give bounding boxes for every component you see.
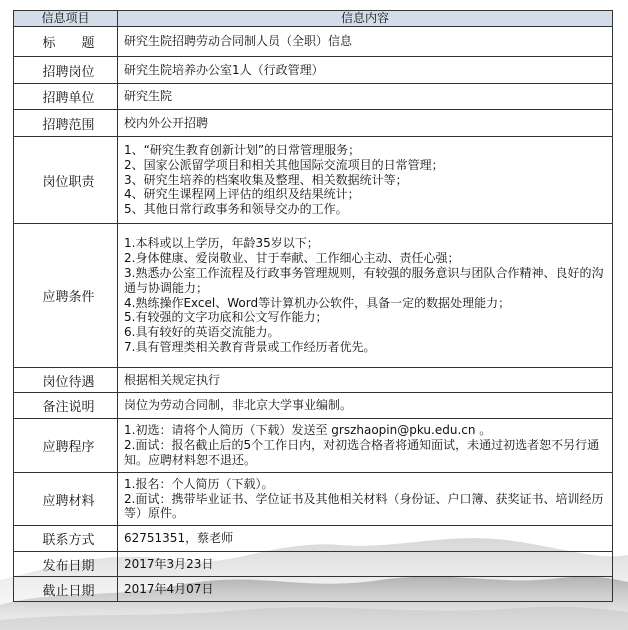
row-value-line: 1.本科或以上学历，年龄35岁以下； <box>124 236 319 251</box>
row-value <box>118 368 613 393</box>
row-value-line: 3.熟悉办公室工作流程及行政事务管理规则，有较强的服务意识与团队合作精神、良好的沟通与协调能力； <box>124 265 604 295</box>
row-value-line: 1.初选：请将个人简历（下载）发送至 grszhaopin@pku.edu.cn 。 <box>124 423 492 438</box>
row-value-line: 2.面试：报名截止后的5个工作日内，对初选合格者将通知面试，未通过初选者恕不另行通知。应聘材料恕不退还。 <box>124 438 600 467</box>
row-value-line: 4.熟练操作Excel、Word等计算机办公软件，具备一定的数据处理能力； <box>124 295 511 310</box>
row-value-line: 2.面试：携带毕业证书、学位证书及其他相关材料（身份证、户口簿、获奖证书、培训经历等）原件。 <box>124 491 604 521</box>
row-value <box>118 473 613 526</box>
row-value-line: 研究生院招聘劳动合同制人员（全职）信息 <box>124 34 353 49</box>
row-value-line: 4、研究生课程网上评估的组织及结果统计； <box>124 187 360 202</box>
row-label: 岗位职责 <box>14 137 118 224</box>
row-label: 截止日期 <box>14 577 118 602</box>
row-value-line: 7.具有管理类相关教育背景或工作经历者优先。 <box>124 339 376 354</box>
row-label: 招聘单位 <box>14 84 118 110</box>
row-value-line: 1、“研究生教育创新计划”的日常管理服务； <box>124 143 361 157</box>
row-label: 发布日期 <box>14 552 118 577</box>
row-value-line: 5、其他日常行政事务和领导交办的工作。 <box>124 202 348 217</box>
row-value-line: 2、国家公派留学项目和相关其他国际交流项目的日常管理； <box>124 157 444 172</box>
table-header-row <box>14 11 613 27</box>
row-value <box>118 577 613 602</box>
table-row <box>14 27 613 57</box>
table-row <box>14 137 613 224</box>
row-value <box>118 224 613 368</box>
row-value-line: 6.具有较好的英语交流能力。 <box>124 325 280 340</box>
row-value-line: 5.有较强的文字功底和公文写作能力； <box>124 310 328 325</box>
header-item: 信息项目 <box>14 11 118 27</box>
row-value-line: 3、研究生培养的档案收集及整理、相关数据统计等； <box>124 172 408 187</box>
row-value <box>118 57 613 84</box>
row-value-line: 2017年4月07日 <box>124 581 214 596</box>
row-value-line: 1.报名：个人简历（下载）。 <box>124 476 274 491</box>
row-value <box>118 526 613 552</box>
row-label: 备注说明 <box>14 393 118 419</box>
row-value-line: 62751351，蔡老师 <box>124 531 234 546</box>
row-value-line: 研究生院培养办公室1人（行政管理） <box>124 62 324 77</box>
row-label: 岗位待遇 <box>14 368 118 393</box>
table-row <box>14 552 613 577</box>
table-row <box>14 110 613 137</box>
row-label: 招聘岗位 <box>14 57 118 84</box>
table-row <box>14 526 613 552</box>
row-label: 招聘范围 <box>14 110 118 137</box>
row-value <box>118 393 613 419</box>
row-value-line: 2.身体健康、爱岗敬业、甘于奉献、工作细心主动、责任心强； <box>124 251 460 266</box>
header-content: 信息内容 <box>118 11 613 27</box>
row-label: 应聘条件 <box>14 224 118 368</box>
row-value <box>118 137 613 224</box>
table-row <box>14 224 613 368</box>
row-label: 应聘材料 <box>14 473 118 526</box>
table-row <box>14 473 613 526</box>
row-value <box>118 27 613 57</box>
table-row <box>14 577 613 602</box>
table-row <box>14 368 613 393</box>
row-value-line: 根据相关规定执行 <box>124 372 221 387</box>
table-row <box>14 419 613 473</box>
row-value <box>118 419 613 473</box>
row-value-line: 校内外公开招聘 <box>124 115 209 130</box>
row-label: 标 题 <box>14 27 118 57</box>
row-label: 应聘程序 <box>14 419 118 473</box>
row-value-line: 2017年3月23日 <box>124 556 214 571</box>
row-value <box>118 84 613 110</box>
row-value-line: 研究生院 <box>124 89 173 104</box>
row-value-line: 岗位为劳动合同制，非北京大学事业编制。 <box>124 398 353 413</box>
row-label: 联系方式 <box>14 526 118 552</box>
table-row <box>14 57 613 84</box>
row-value <box>118 110 613 137</box>
table-row <box>14 393 613 419</box>
recruitment-info-table <box>13 10 613 602</box>
row-value <box>118 552 613 577</box>
table-row <box>14 84 613 110</box>
